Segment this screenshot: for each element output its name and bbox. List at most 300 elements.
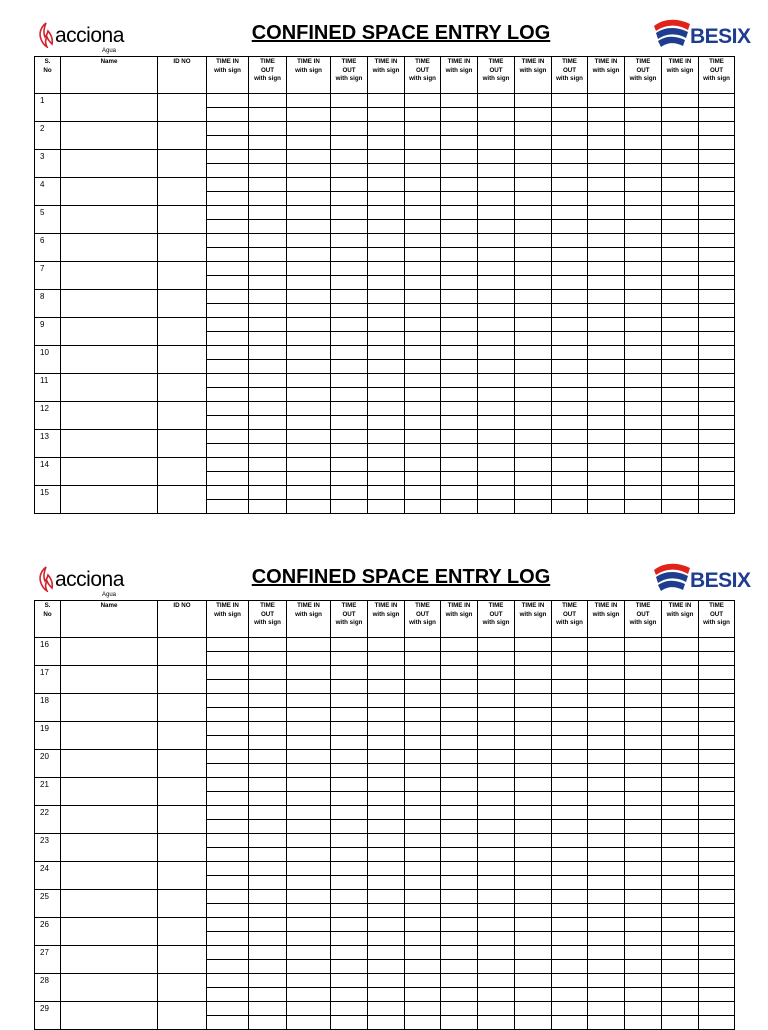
time-entry-cell[interactable] [249, 374, 287, 388]
name-cell[interactable] [61, 918, 158, 946]
time-entry-cell[interactable] [207, 234, 249, 248]
time-entry-cell[interactable] [287, 876, 331, 890]
time-entry-cell[interactable] [287, 346, 331, 360]
time-entry-cell[interactable] [287, 848, 331, 862]
time-entry-cell[interactable] [478, 108, 515, 122]
time-entry-cell[interactable] [368, 876, 405, 890]
time-entry-cell[interactable] [287, 1002, 331, 1016]
time-entry-cell[interactable] [552, 764, 588, 778]
time-entry-cell[interactable] [405, 778, 441, 792]
time-entry-cell[interactable] [699, 486, 735, 500]
time-entry-cell[interactable] [515, 472, 552, 486]
time-entry-cell[interactable] [699, 848, 735, 862]
time-entry-cell[interactable] [207, 220, 249, 234]
time-entry-cell[interactable] [249, 248, 287, 262]
time-entry-cell[interactable] [368, 988, 405, 1002]
time-entry-cell[interactable] [625, 332, 662, 346]
time-entry-cell[interactable] [662, 820, 699, 834]
time-entry-cell[interactable] [207, 164, 249, 178]
time-entry-cell[interactable] [207, 458, 249, 472]
time-entry-cell[interactable] [331, 458, 368, 472]
time-entry-cell[interactable] [405, 416, 441, 430]
time-entry-cell[interactable] [662, 764, 699, 778]
time-entry-cell[interactable] [588, 430, 625, 444]
time-entry-cell[interactable] [515, 890, 552, 904]
time-entry-cell[interactable] [625, 820, 662, 834]
time-entry-cell[interactable] [588, 318, 625, 332]
time-entry-cell[interactable] [478, 918, 515, 932]
time-entry-cell[interactable] [405, 820, 441, 834]
time-entry-cell[interactable] [515, 276, 552, 290]
time-entry-cell[interactable] [662, 778, 699, 792]
time-entry-cell[interactable] [249, 346, 287, 360]
time-entry-cell[interactable] [441, 178, 478, 192]
time-entry-cell[interactable] [478, 778, 515, 792]
time-entry-cell[interactable] [331, 876, 368, 890]
time-entry-cell[interactable] [331, 136, 368, 150]
time-entry-cell[interactable] [699, 332, 735, 346]
time-entry-cell[interactable] [552, 694, 588, 708]
time-entry-cell[interactable] [207, 848, 249, 862]
time-entry-cell[interactable] [552, 848, 588, 862]
id-cell[interactable] [158, 206, 207, 234]
time-entry-cell[interactable] [625, 178, 662, 192]
time-entry-cell[interactable] [699, 1002, 735, 1016]
time-entry-cell[interactable] [478, 220, 515, 234]
time-entry-cell[interactable] [368, 290, 405, 304]
time-entry-cell[interactable] [441, 876, 478, 890]
time-entry-cell[interactable] [625, 904, 662, 918]
time-entry-cell[interactable] [662, 988, 699, 1002]
time-entry-cell[interactable] [478, 834, 515, 848]
time-entry-cell[interactable] [552, 988, 588, 1002]
time-entry-cell[interactable] [368, 918, 405, 932]
time-entry-cell[interactable] [552, 890, 588, 904]
time-entry-cell[interactable] [588, 1002, 625, 1016]
time-entry-cell[interactable] [588, 192, 625, 206]
time-entry-cell[interactable] [287, 708, 331, 722]
time-entry-cell[interactable] [405, 666, 441, 680]
time-entry-cell[interactable] [515, 178, 552, 192]
time-entry-cell[interactable] [287, 136, 331, 150]
time-entry-cell[interactable] [699, 960, 735, 974]
time-entry-cell[interactable] [249, 108, 287, 122]
time-entry-cell[interactable] [405, 276, 441, 290]
time-entry-cell[interactable] [441, 458, 478, 472]
time-entry-cell[interactable] [478, 472, 515, 486]
time-entry-cell[interactable] [662, 374, 699, 388]
time-entry-cell[interactable] [699, 346, 735, 360]
time-entry-cell[interactable] [331, 1002, 368, 1016]
time-entry-cell[interactable] [287, 164, 331, 178]
time-entry-cell[interactable] [441, 694, 478, 708]
time-entry-cell[interactable] [405, 764, 441, 778]
time-entry-cell[interactable] [368, 178, 405, 192]
time-entry-cell[interactable] [249, 974, 287, 988]
id-cell[interactable] [158, 262, 207, 290]
time-entry-cell[interactable] [441, 946, 478, 960]
time-entry-cell[interactable] [662, 472, 699, 486]
name-cell[interactable] [61, 150, 158, 178]
time-entry-cell[interactable] [588, 388, 625, 402]
time-entry-cell[interactable] [515, 332, 552, 346]
time-entry-cell[interactable] [331, 346, 368, 360]
time-entry-cell[interactable] [207, 694, 249, 708]
time-entry-cell[interactable] [699, 164, 735, 178]
time-entry-cell[interactable] [249, 430, 287, 444]
time-entry-cell[interactable] [662, 318, 699, 332]
time-entry-cell[interactable] [699, 94, 735, 108]
id-cell[interactable] [158, 946, 207, 974]
time-entry-cell[interactable] [588, 220, 625, 234]
time-entry-cell[interactable] [405, 402, 441, 416]
time-entry-cell[interactable] [368, 764, 405, 778]
time-entry-cell[interactable] [588, 708, 625, 722]
time-entry-cell[interactable] [588, 374, 625, 388]
time-entry-cell[interactable] [368, 974, 405, 988]
time-entry-cell[interactable] [699, 974, 735, 988]
time-entry-cell[interactable] [515, 486, 552, 500]
name-cell[interactable] [61, 94, 158, 122]
time-entry-cell[interactable] [441, 862, 478, 876]
time-entry-cell[interactable] [287, 778, 331, 792]
time-entry-cell[interactable] [368, 500, 405, 514]
time-entry-cell[interactable] [207, 806, 249, 820]
time-entry-cell[interactable] [625, 304, 662, 318]
time-entry-cell[interactable] [368, 234, 405, 248]
time-entry-cell[interactable] [552, 346, 588, 360]
time-entry-cell[interactable] [441, 108, 478, 122]
time-entry-cell[interactable] [405, 234, 441, 248]
time-entry-cell[interactable] [662, 192, 699, 206]
time-entry-cell[interactable] [625, 876, 662, 890]
time-entry-cell[interactable] [588, 834, 625, 848]
time-entry-cell[interactable] [287, 458, 331, 472]
time-entry-cell[interactable] [478, 374, 515, 388]
time-entry-cell[interactable] [588, 360, 625, 374]
time-entry-cell[interactable] [588, 862, 625, 876]
name-cell[interactable] [61, 318, 158, 346]
time-entry-cell[interactable] [478, 848, 515, 862]
time-entry-cell[interactable] [368, 164, 405, 178]
time-entry-cell[interactable] [552, 918, 588, 932]
time-entry-cell[interactable] [588, 136, 625, 150]
time-entry-cell[interactable] [515, 876, 552, 890]
time-entry-cell[interactable] [368, 430, 405, 444]
time-entry-cell[interactable] [405, 262, 441, 276]
time-entry-cell[interactable] [552, 192, 588, 206]
time-entry-cell[interactable] [662, 122, 699, 136]
time-entry-cell[interactable] [588, 164, 625, 178]
time-entry-cell[interactable] [625, 500, 662, 514]
time-entry-cell[interactable] [588, 346, 625, 360]
time-entry-cell[interactable] [588, 792, 625, 806]
time-entry-cell[interactable] [478, 262, 515, 276]
time-entry-cell[interactable] [699, 374, 735, 388]
time-entry-cell[interactable] [625, 750, 662, 764]
time-entry-cell[interactable] [368, 638, 405, 652]
time-entry-cell[interactable] [441, 234, 478, 248]
time-entry-cell[interactable] [588, 276, 625, 290]
time-entry-cell[interactable] [441, 722, 478, 736]
time-entry-cell[interactable] [368, 1016, 405, 1030]
time-entry-cell[interactable] [662, 680, 699, 694]
time-entry-cell[interactable] [552, 318, 588, 332]
time-entry-cell[interactable] [515, 736, 552, 750]
time-entry-cell[interactable] [368, 108, 405, 122]
time-entry-cell[interactable] [515, 192, 552, 206]
time-entry-cell[interactable] [478, 164, 515, 178]
time-entry-cell[interactable] [368, 332, 405, 346]
time-entry-cell[interactable] [699, 792, 735, 806]
time-entry-cell[interactable] [478, 192, 515, 206]
time-entry-cell[interactable] [478, 500, 515, 514]
time-entry-cell[interactable] [249, 262, 287, 276]
time-entry-cell[interactable] [441, 150, 478, 164]
time-entry-cell[interactable] [552, 932, 588, 946]
time-entry-cell[interactable] [625, 94, 662, 108]
time-entry-cell[interactable] [662, 360, 699, 374]
time-entry-cell[interactable] [249, 290, 287, 304]
time-entry-cell[interactable] [588, 1016, 625, 1030]
time-entry-cell[interactable] [588, 150, 625, 164]
time-entry-cell[interactable] [287, 946, 331, 960]
time-entry-cell[interactable] [287, 988, 331, 1002]
time-entry-cell[interactable] [207, 332, 249, 346]
time-entry-cell[interactable] [287, 904, 331, 918]
time-entry-cell[interactable] [552, 374, 588, 388]
time-entry-cell[interactable] [625, 918, 662, 932]
time-entry-cell[interactable] [207, 444, 249, 458]
time-entry-cell[interactable] [552, 122, 588, 136]
time-entry-cell[interactable] [552, 904, 588, 918]
time-entry-cell[interactable] [515, 862, 552, 876]
time-entry-cell[interactable] [662, 974, 699, 988]
time-entry-cell[interactable] [368, 220, 405, 234]
time-entry-cell[interactable] [552, 806, 588, 820]
time-entry-cell[interactable] [331, 904, 368, 918]
time-entry-cell[interactable] [441, 778, 478, 792]
time-entry-cell[interactable] [625, 472, 662, 486]
time-entry-cell[interactable] [207, 862, 249, 876]
time-entry-cell[interactable] [405, 904, 441, 918]
time-entry-cell[interactable] [441, 360, 478, 374]
time-entry-cell[interactable] [588, 262, 625, 276]
time-entry-cell[interactable] [405, 806, 441, 820]
time-entry-cell[interactable] [368, 960, 405, 974]
time-entry-cell[interactable] [441, 192, 478, 206]
time-entry-cell[interactable] [249, 722, 287, 736]
time-entry-cell[interactable] [207, 290, 249, 304]
time-entry-cell[interactable] [662, 890, 699, 904]
time-entry-cell[interactable] [331, 988, 368, 1002]
time-entry-cell[interactable] [662, 402, 699, 416]
time-entry-cell[interactable] [249, 444, 287, 458]
time-entry-cell[interactable] [368, 276, 405, 290]
time-entry-cell[interactable] [287, 960, 331, 974]
id-cell[interactable] [158, 234, 207, 262]
time-entry-cell[interactable] [699, 360, 735, 374]
time-entry-cell[interactable] [625, 206, 662, 220]
time-entry-cell[interactable] [588, 444, 625, 458]
time-entry-cell[interactable] [331, 722, 368, 736]
id-cell[interactable] [158, 346, 207, 374]
time-entry-cell[interactable] [478, 680, 515, 694]
time-entry-cell[interactable] [699, 820, 735, 834]
time-entry-cell[interactable] [699, 1016, 735, 1030]
time-entry-cell[interactable] [552, 722, 588, 736]
time-entry-cell[interactable] [478, 694, 515, 708]
time-entry-cell[interactable] [699, 876, 735, 890]
time-entry-cell[interactable] [287, 304, 331, 318]
time-entry-cell[interactable] [478, 708, 515, 722]
time-entry-cell[interactable] [441, 638, 478, 652]
time-entry-cell[interactable] [441, 932, 478, 946]
time-entry-cell[interactable] [552, 150, 588, 164]
time-entry-cell[interactable] [478, 736, 515, 750]
time-entry-cell[interactable] [287, 862, 331, 876]
time-entry-cell[interactable] [287, 290, 331, 304]
time-entry-cell[interactable] [287, 318, 331, 332]
time-entry-cell[interactable] [249, 946, 287, 960]
time-entry-cell[interactable] [368, 680, 405, 694]
time-entry-cell[interactable] [588, 248, 625, 262]
time-entry-cell[interactable] [515, 960, 552, 974]
time-entry-cell[interactable] [441, 374, 478, 388]
time-entry-cell[interactable] [588, 946, 625, 960]
id-cell[interactable] [158, 974, 207, 1002]
time-entry-cell[interactable] [478, 276, 515, 290]
time-entry-cell[interactable] [662, 750, 699, 764]
time-entry-cell[interactable] [552, 444, 588, 458]
time-entry-cell[interactable] [662, 346, 699, 360]
time-entry-cell[interactable] [662, 848, 699, 862]
time-entry-cell[interactable] [249, 918, 287, 932]
time-entry-cell[interactable] [331, 374, 368, 388]
time-entry-cell[interactable] [699, 262, 735, 276]
time-entry-cell[interactable] [552, 472, 588, 486]
time-entry-cell[interactable] [207, 876, 249, 890]
name-cell[interactable] [61, 834, 158, 862]
time-entry-cell[interactable] [405, 472, 441, 486]
time-entry-cell[interactable] [515, 416, 552, 430]
time-entry-cell[interactable] [552, 234, 588, 248]
time-entry-cell[interactable] [368, 890, 405, 904]
time-entry-cell[interactable] [287, 680, 331, 694]
id-cell[interactable] [158, 150, 207, 178]
time-entry-cell[interactable] [662, 708, 699, 722]
time-entry-cell[interactable] [515, 136, 552, 150]
time-entry-cell[interactable] [405, 750, 441, 764]
time-entry-cell[interactable] [515, 122, 552, 136]
time-entry-cell[interactable] [588, 304, 625, 318]
time-entry-cell[interactable] [515, 388, 552, 402]
id-cell[interactable] [158, 178, 207, 206]
time-entry-cell[interactable] [249, 932, 287, 946]
time-entry-cell[interactable] [368, 192, 405, 206]
time-entry-cell[interactable] [662, 234, 699, 248]
time-entry-cell[interactable] [331, 332, 368, 346]
time-entry-cell[interactable] [699, 638, 735, 652]
time-entry-cell[interactable] [249, 206, 287, 220]
id-cell[interactable] [158, 318, 207, 346]
time-entry-cell[interactable] [478, 318, 515, 332]
id-cell[interactable] [158, 862, 207, 890]
time-entry-cell[interactable] [515, 918, 552, 932]
time-entry-cell[interactable] [478, 638, 515, 652]
time-entry-cell[interactable] [625, 318, 662, 332]
time-entry-cell[interactable] [287, 974, 331, 988]
time-entry-cell[interactable] [478, 988, 515, 1002]
time-entry-cell[interactable] [552, 960, 588, 974]
time-entry-cell[interactable] [207, 276, 249, 290]
time-entry-cell[interactable] [441, 94, 478, 108]
time-entry-cell[interactable] [478, 486, 515, 500]
time-entry-cell[interactable] [662, 332, 699, 346]
time-entry-cell[interactable] [249, 178, 287, 192]
time-entry-cell[interactable] [662, 666, 699, 680]
time-entry-cell[interactable] [405, 1016, 441, 1030]
time-entry-cell[interactable] [249, 806, 287, 820]
time-entry-cell[interactable] [588, 680, 625, 694]
time-entry-cell[interactable] [625, 458, 662, 472]
time-entry-cell[interactable] [368, 736, 405, 750]
time-entry-cell[interactable] [331, 708, 368, 722]
time-entry-cell[interactable] [331, 500, 368, 514]
time-entry-cell[interactable] [699, 458, 735, 472]
time-entry-cell[interactable] [441, 820, 478, 834]
time-entry-cell[interactable] [249, 652, 287, 666]
time-entry-cell[interactable] [331, 402, 368, 416]
time-entry-cell[interactable] [552, 486, 588, 500]
time-entry-cell[interactable] [515, 932, 552, 946]
time-entry-cell[interactable] [331, 164, 368, 178]
time-entry-cell[interactable] [552, 946, 588, 960]
time-entry-cell[interactable] [405, 108, 441, 122]
time-entry-cell[interactable] [478, 960, 515, 974]
id-cell[interactable] [158, 750, 207, 778]
id-cell[interactable] [158, 638, 207, 666]
time-entry-cell[interactable] [287, 834, 331, 848]
time-entry-cell[interactable] [478, 458, 515, 472]
time-entry-cell[interactable] [405, 960, 441, 974]
time-entry-cell[interactable] [625, 402, 662, 416]
time-entry-cell[interactable] [368, 360, 405, 374]
time-entry-cell[interactable] [478, 360, 515, 374]
time-entry-cell[interactable] [699, 988, 735, 1002]
time-entry-cell[interactable] [207, 374, 249, 388]
time-entry-cell[interactable] [588, 108, 625, 122]
time-entry-cell[interactable] [331, 638, 368, 652]
time-entry-cell[interactable] [287, 150, 331, 164]
time-entry-cell[interactable] [699, 680, 735, 694]
time-entry-cell[interactable] [625, 486, 662, 500]
time-entry-cell[interactable] [478, 234, 515, 248]
time-entry-cell[interactable] [552, 820, 588, 834]
time-entry-cell[interactable] [478, 290, 515, 304]
id-cell[interactable] [158, 834, 207, 862]
time-entry-cell[interactable] [441, 220, 478, 234]
time-entry-cell[interactable] [249, 1002, 287, 1016]
time-entry-cell[interactable] [441, 1002, 478, 1016]
time-entry-cell[interactable] [441, 416, 478, 430]
time-entry-cell[interactable] [625, 220, 662, 234]
time-entry-cell[interactable] [588, 960, 625, 974]
time-entry-cell[interactable] [405, 890, 441, 904]
time-entry-cell[interactable] [331, 94, 368, 108]
time-entry-cell[interactable] [207, 94, 249, 108]
time-entry-cell[interactable] [405, 178, 441, 192]
